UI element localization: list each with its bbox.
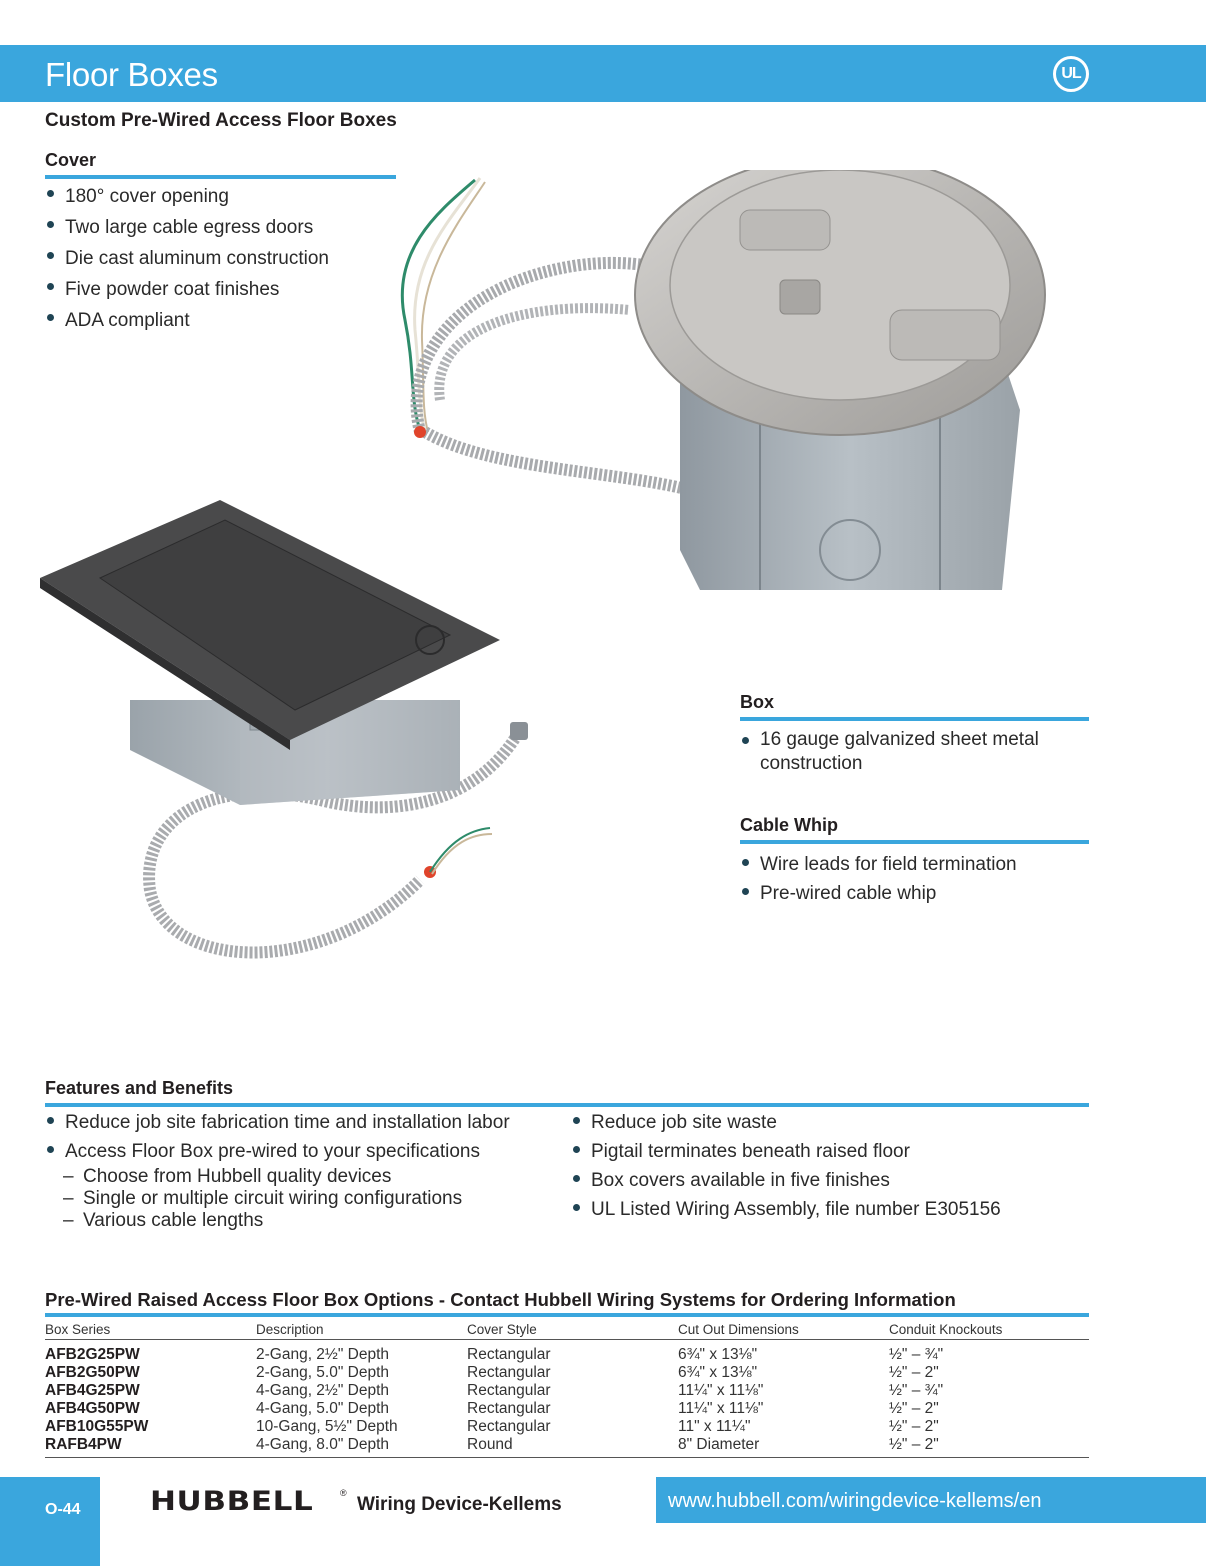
list-item: Pre-wired cable whip <box>740 879 1089 908</box>
column-header: Cut Out Dimensions <box>678 1319 889 1340</box>
box-heading: Box <box>740 692 1089 721</box>
cable-whip-heading: Cable Whip <box>740 815 1089 844</box>
table-row: RAFB4PW 4-Gang, 8.0" Depth Round 8" Diameter ½" – 2" <box>45 1436 1089 1458</box>
page-number: O-44 <box>45 1501 81 1518</box>
page-subtitle: Custom Pre-Wired Access Floor Boxes <box>45 110 397 131</box>
table-row: AFB4G50PW 4-Gang, 5.0" Depth Rectangular 11¼" x 11⅛" ½" – 2" <box>45 1400 939 1417</box>
column-header: Box Series <box>45 1319 256 1340</box>
features-right-column <box>571 1108 1089 1232</box>
table-row: AFB2G50PW 2-Gang, 5.0" Depth Rectangular 6¾" x 13⅛" ½" – 2" <box>45 1364 939 1381</box>
brand-division: Wiring Device-Kellems <box>357 1494 562 1515</box>
list-item: Access Floor Box pre-wired to your specifications <box>45 1137 571 1166</box>
table-row: AFB2G25PW 2-Gang, 2½" Depth Rectangular 6¾" x 13⅛" ½" – ¾" <box>45 1346 944 1363</box>
header-bar <box>0 45 1206 102</box>
table-row: AFB4G25PW 4-Gang, 2½" Depth Rectangular 11¼" x 11⅛" ½" – ¾" <box>45 1382 944 1399</box>
registered-mark: ® <box>340 1488 347 1498</box>
box-section <box>740 692 1089 776</box>
column-header: Conduit Knockouts <box>889 1319 1089 1340</box>
column-header: Cover Style <box>467 1319 678 1340</box>
features-heading: Features and Benefits <box>45 1078 1089 1107</box>
list-item: UL Listed Wiring Assembly, file number E305156 <box>571 1195 1089 1224</box>
features-section <box>45 1078 1089 1232</box>
rectangular-floor-box-photo <box>40 500 600 1020</box>
cover-section <box>45 150 396 336</box>
column-header: Description <box>256 1319 467 1340</box>
ul-logo-icon: UL <box>1053 56 1089 92</box>
sub-list-item: – Choose from Hubbell quality devices <box>45 1166 571 1188</box>
cover-heading: Cover <box>45 150 396 179</box>
list-item: Two large cable egress doors <box>45 212 396 243</box>
options-table-section <box>45 1289 1089 1458</box>
features-left-column <box>45 1108 571 1232</box>
options-table <box>45 1319 1089 1458</box>
table-row: AFB10G55PW 10-Gang, 5½" Depth Rectangular 11" x 11¼" ½" – 2" <box>45 1418 939 1435</box>
cable-whip-section <box>740 815 1089 908</box>
brand-name: HUBBELL <box>150 1486 314 1517</box>
list-item: 16 gauge galvanized sheet metal construction <box>740 728 1089 776</box>
list-item: Reduce job site waste <box>571 1108 1089 1137</box>
footer-page-tab <box>0 1477 100 1566</box>
list-item: Die cast aluminum construction <box>45 243 396 274</box>
options-table-title: Pre-Wired Raised Access Floor Box Options - Contact Hubbell Wiring Systems for Ordering Information <box>45 1289 1089 1317</box>
list-item: Pigtail terminates beneath raised floor <box>571 1137 1089 1166</box>
list-item: Box covers available in five finishes <box>571 1166 1089 1195</box>
page-title: Floor Boxes <box>45 56 218 93</box>
list-item: Five powder coat finishes <box>45 274 396 305</box>
footer-url-bar <box>656 1477 1206 1523</box>
list-item: ADA compliant <box>45 305 396 336</box>
list-item: Wire leads for field termination <box>740 850 1089 879</box>
website-link[interactable]: www.hubbell.com/wiringdevice-kellems/en <box>668 1490 1042 1512</box>
hubbell-logo <box>150 1486 562 1517</box>
list-item: Reduce job site fabrication time and installation labor <box>45 1108 571 1137</box>
sub-list-item: – Various cable lengths <box>45 1210 571 1232</box>
sub-list-item: – Single or multiple circuit wiring configurations <box>45 1188 571 1210</box>
list-item: 180° cover opening <box>45 181 396 212</box>
table-header-row <box>45 1319 1089 1340</box>
